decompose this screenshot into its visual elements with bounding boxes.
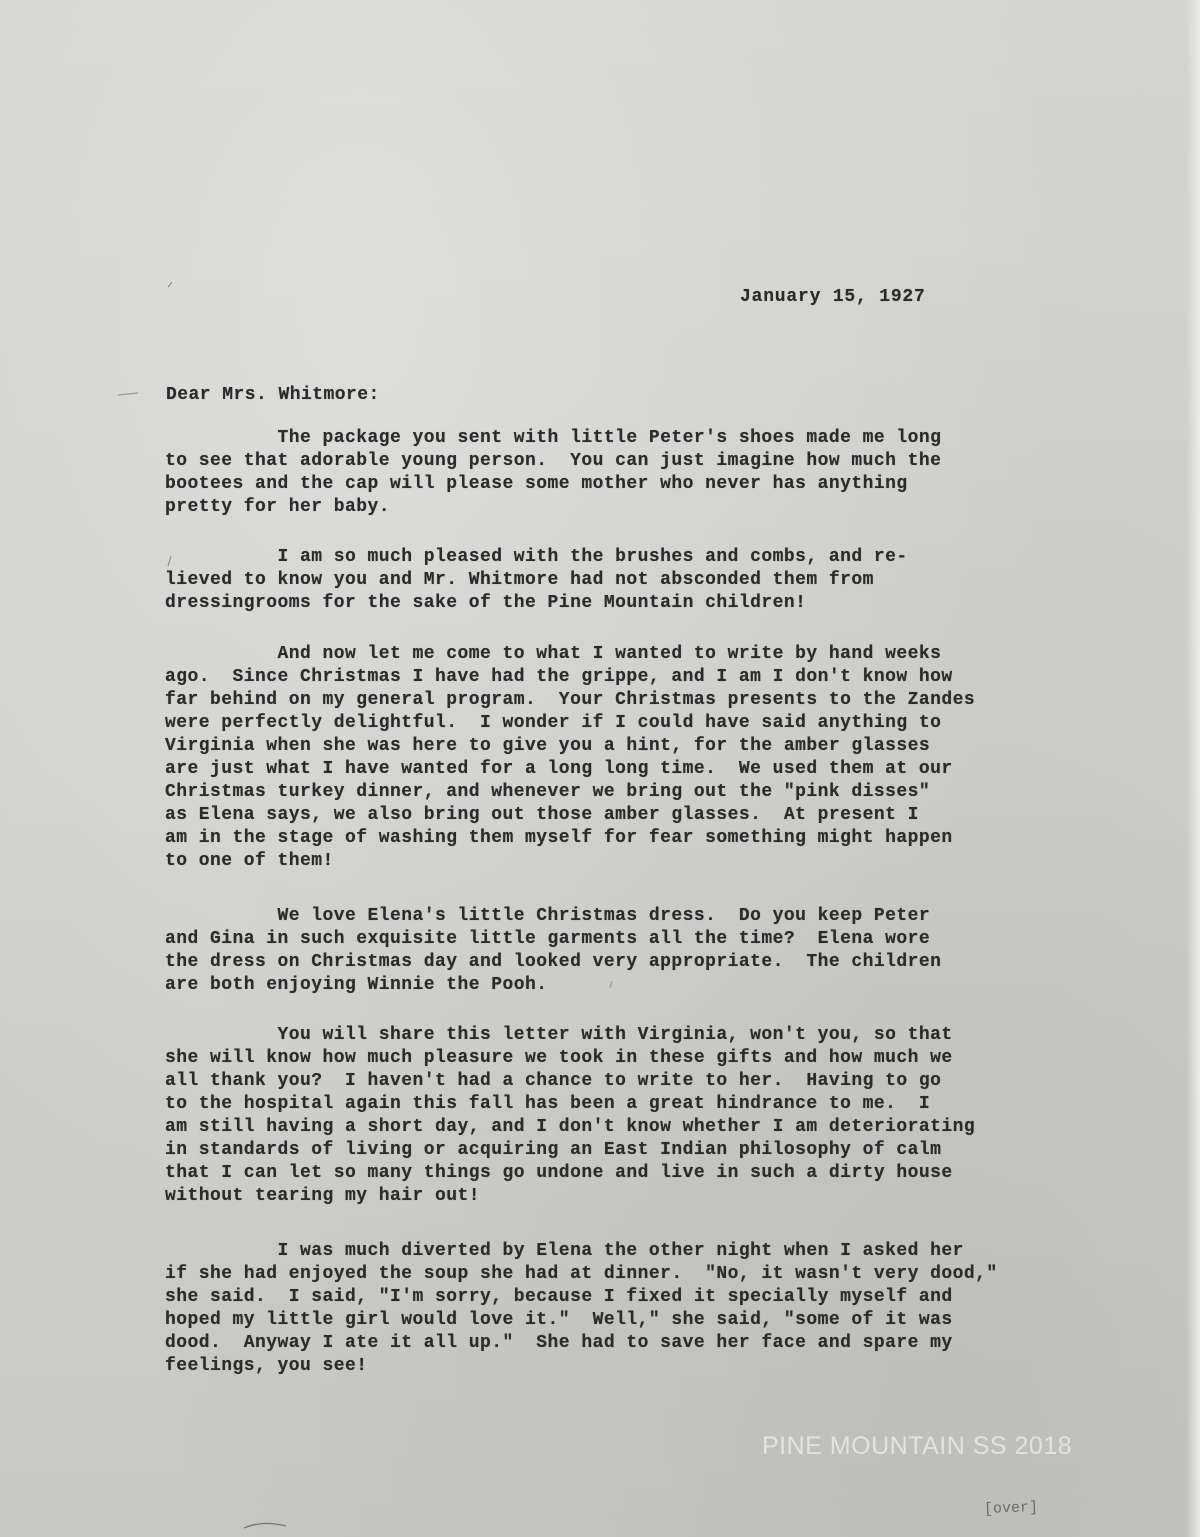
- handwritten-margin-note: [over]: [983, 1499, 1039, 1518]
- letter-paragraph: You will share this letter with Virginia, won't you, so that she will know how much pleasure we took in these gifts and how much we all thank you? I haven't had a chance to write to her. Having to go to the hospital again this fall has been a great hindrance to me. I am still having a short day, and I don't know whether I am deteriorating in standards of living or acquiring an East Indian philosophy of calm that I can let so many things go undone and live in such a dirty house without tearing my hair out!: [165, 1025, 976, 1206]
- letter-paragraph: And now let me come to what I wanted to write by hand weeks ago. Since Christmas I have had the grippe, and I am I don't know how far behind on my general program. Your Christmas presents to the Zandes were perfectly delightful. I wonder if I could have said anything to Virginia when she was here to give you a hint, for the amber glasses are just what I have wanted for a long long time. We used them at our Christmas turkey dinner, and whenever we bring out the "pink disses" as Elena says, we also bring out those amber glasses. At present I am in the stage of washing them myself for fear something might happen to one of them!: [165, 644, 976, 871]
- pencil-squiggle-mark: [244, 1523, 286, 1528]
- pencil-dash-mark: [118, 393, 138, 395]
- letter-paragraph: We love Elena's little Christmas dress. Do you keep Peter and Gina in such exquisite little garments all the time? Elena wore the dress on Christmas day and looked very appropriate. The children are both enjoying Winnie the Pooh.: [165, 906, 942, 995]
- paper-edge: [1186, 0, 1200, 1537]
- letter-paragraph: I am so much pleased with the brushes and combs, and re- lieved to know you and Mr. Whitmore had not absconded them from dressingrooms for the sake of the Pine Mountain children!: [165, 547, 908, 613]
- archive-watermark: PINE MOUNTAIN SS 2018: [762, 1432, 1073, 1460]
- pencil-tick-mark: [168, 282, 172, 287]
- letter-salutation: Dear Mrs. Whitmore:: [166, 385, 380, 405]
- letter-paragraph: The package you sent with little Peter's shoes made me long to see that adorable young person. You can just imagine how much the bootees and the cap will please some mother who never has anything pretty for her baby.: [165, 428, 942, 517]
- letter-date: January 15, 1927: [740, 287, 926, 307]
- letter-paragraph: I was much diverted by Elena the other night when I asked her if she had enjoyed the soup she had at dinner. "No, it wasn't very dood," she said. I said, "I'm sorry, because I fixed it specially myself and hoped my little girl would love it." Well," she said, "some of it was dood. Anyway I ate it all up." She had to save her face and spare my feelings, you see!: [165, 1241, 998, 1376]
